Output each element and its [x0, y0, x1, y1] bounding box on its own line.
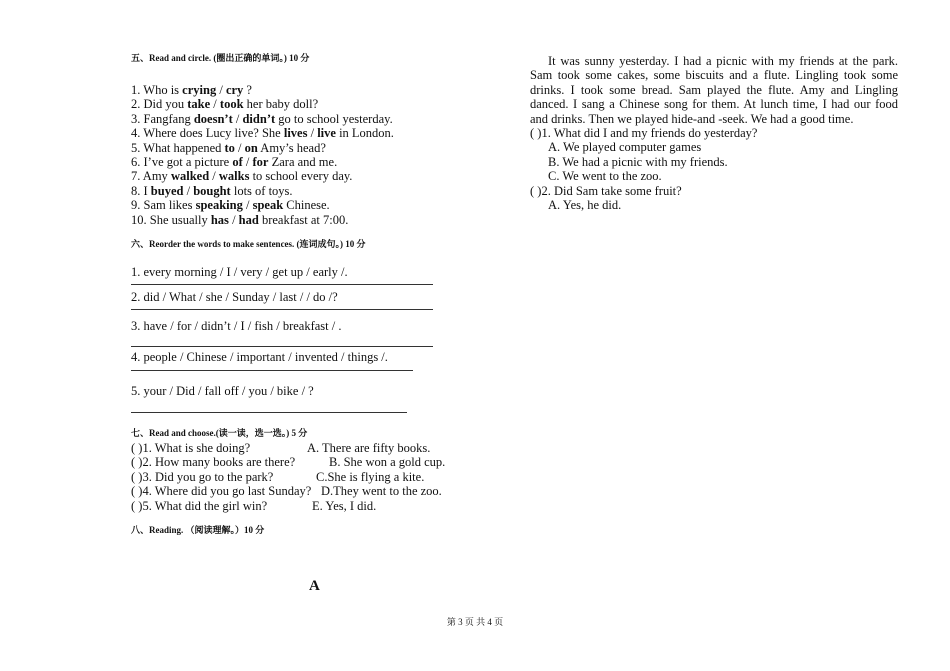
item-text: 7. Amy [131, 169, 171, 184]
q1-option-a: A. We played computer games [548, 140, 702, 155]
match-question[interactable]: ( )2. How many books are there? [131, 455, 296, 470]
choice-word-b[interactable]: took [219, 97, 244, 112]
answer-line-5[interactable] [131, 412, 407, 413]
choice-word-b[interactable]: cry [225, 83, 244, 97]
reading-passage: It was sunny yesterday. I had a picnic with my friends at the park. Sam took some cakes, some biscuits and a flute. Lingling took some drinks. I took some bread. Sam played the flute. Amy and Lingling danced. I sang a Chinese song for them. At lunch time, I had our food and drinks. Then we played hide-and -seek. We had a good time. [530, 54, 898, 126]
reorder-sentence-2: 2. did / What / she / Sunday / last / / do /? [131, 290, 338, 305]
match-question[interactable]: ( )5. What did the girl win? [131, 498, 268, 513]
section6-title: 六、Reorder the words to make sentences. (连词成句。) 10 分 [131, 239, 366, 250]
match-row [131, 484, 471, 498]
choice-word-b[interactable]: for [252, 155, 269, 170]
right-column [530, 54, 898, 212]
item-text: 3. Fangfang [131, 111, 194, 126]
choice-word-a[interactable]: has [210, 212, 229, 227]
circle-item [131, 97, 471, 111]
choice-separator: / [232, 111, 243, 126]
choice-word-a[interactable]: speaking [195, 198, 243, 213]
section7-list [131, 441, 471, 513]
circle-item [131, 198, 471, 212]
match-question[interactable]: ( )3. Did you go to the park? [131, 469, 274, 484]
item-text: 6. I’ve got a picture [131, 155, 233, 170]
choice-word-b[interactable]: live [317, 126, 336, 141]
item-text: go to school yesterday. [275, 111, 393, 126]
choice-word-b[interactable]: on [244, 140, 258, 155]
circle-item [131, 112, 471, 126]
match-answer: B. She won a gold cup. [329, 455, 446, 470]
choice-word-a[interactable]: to [224, 140, 235, 155]
left-column [131, 52, 471, 536]
choice-word-a[interactable]: lives [283, 126, 308, 141]
choice-word-a[interactable]: buyed [150, 183, 184, 198]
choice-separator: / [228, 212, 239, 227]
q1-option-b: B. We had a picnic with my friends. [548, 154, 728, 169]
choice-word-a[interactable]: take [187, 97, 211, 112]
item-text: 1. Who is [131, 83, 183, 97]
circle-item [131, 83, 471, 97]
item-text: ? [243, 83, 252, 97]
q2-option-a: A. Yes, he did. [548, 198, 622, 213]
choice-word-b[interactable]: walks [218, 169, 250, 184]
choice-word-a[interactable]: crying [182, 83, 217, 97]
reorder-sentence-4: 4. people / Chinese / important / invented / things /. [131, 350, 388, 365]
page-footer: 第 3 页 共 4 页 [446, 617, 504, 627]
choice-separator: / [210, 97, 220, 112]
section7-title: 七、Read and choose.(读一读，选一选。) 5 分 [131, 428, 308, 439]
choice-word-b[interactable]: had [238, 212, 259, 227]
choice-word-b[interactable]: didn’t [242, 111, 276, 126]
match-answer: A. There are fifty books. [307, 441, 431, 456]
circle-item [131, 155, 471, 169]
answer-line-3[interactable] [131, 346, 433, 347]
item-text: 4. Where does Lucy live? She [131, 126, 284, 141]
section5-title: 五、Read and circle. (圈出正确的单词。) 10 分 [131, 53, 310, 63]
section5-list [131, 83, 471, 227]
choice-separator: / [234, 140, 245, 155]
item-text: lots of toys. [230, 183, 293, 198]
choice-separator: / [307, 126, 318, 141]
answer-line-4[interactable] [131, 370, 413, 371]
circle-item [131, 141, 471, 155]
reorder-sentence-5: 5. your / Did / fall off / you / bike / ? [131, 384, 314, 399]
item-text: breakfast at 7:00. [258, 212, 349, 227]
reorder-sentence-3: 3. have / for / didn’t / I / fish / breakfast / . [131, 319, 342, 334]
item-text: in London. [335, 126, 394, 141]
choice-separator: / [242, 198, 253, 213]
item-text: 2. Did you [131, 97, 188, 112]
choice-separator: / [216, 83, 226, 97]
choice-word-a[interactable]: doesn’t [193, 111, 233, 126]
section8-title: 八、Reading. （阅读理解。）10 分 [131, 525, 265, 536]
item-text: Amy’s head? [257, 140, 326, 155]
choice-separator: / [209, 169, 219, 184]
item-text: 8. I [131, 183, 151, 198]
item-text: 5. What happened [131, 140, 225, 155]
reorder-sentence-1: 1. every morning / I / very / get up / early /. [131, 265, 348, 280]
match-row [131, 441, 471, 455]
circle-item [131, 169, 471, 183]
item-text: 10. She usually [131, 212, 211, 227]
choice-separator: / [242, 155, 253, 170]
circle-item [131, 184, 471, 198]
reading-question-1: ( )1. What did I and my friends do yesterday? [530, 126, 758, 141]
match-row [131, 455, 471, 469]
circle-item [131, 213, 471, 227]
choice-word-b[interactable]: bought [193, 183, 231, 198]
choice-word-b[interactable]: speak [252, 198, 284, 213]
reading-part-label: A [309, 578, 320, 594]
match-answer: D.They went to the zoo. [321, 484, 442, 499]
match-question[interactable]: ( )1. What is she doing? [131, 441, 251, 456]
item-text: Zara and me. [268, 155, 338, 170]
match-row [131, 499, 471, 513]
choice-word-a[interactable]: of [232, 155, 243, 170]
reading-question-2: ( )2. Did Sam take some fruit? [530, 183, 682, 198]
q1-option-c: C. We went to the zoo. [548, 169, 662, 184]
circle-item [131, 126, 471, 140]
item-text: Chinese. [283, 198, 330, 213]
choice-separator: / [183, 183, 194, 198]
choice-word-a[interactable]: walked [170, 169, 210, 184]
match-answer: E. Yes, I did. [312, 498, 377, 513]
match-question[interactable]: ( )4. Where did you go last Sunday? [131, 484, 312, 499]
answer-line-2[interactable] [131, 309, 433, 310]
item-text: 9. Sam likes [131, 198, 196, 213]
item-text: her baby doll? [243, 97, 319, 112]
answer-line-1[interactable] [131, 284, 433, 285]
item-text: to school every day. [249, 169, 353, 184]
match-row [131, 470, 471, 484]
match-answer: C.She is flying a kite. [316, 469, 425, 484]
